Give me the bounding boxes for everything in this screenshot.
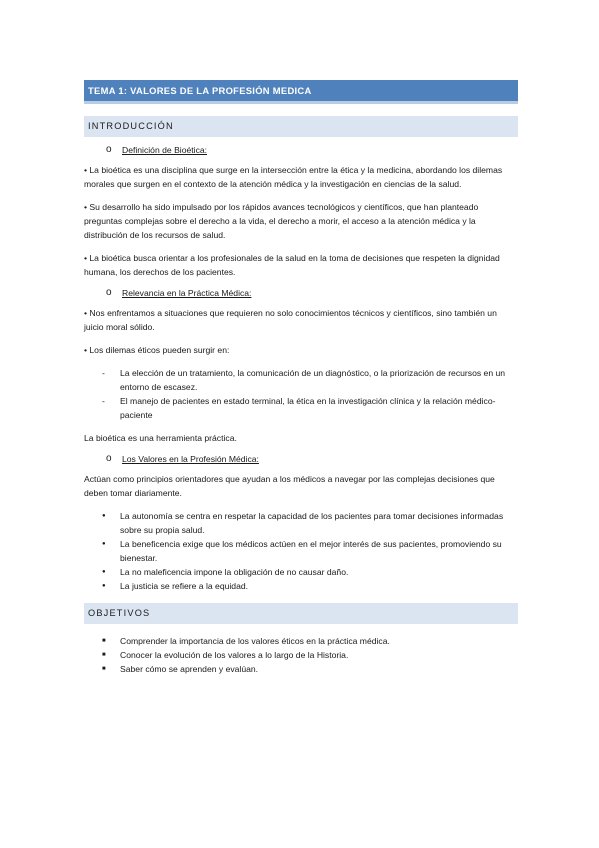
subheading-text: Los Valores en la Profesión Médica: [122,454,259,464]
circle-bullet-icon: o [106,287,112,298]
dilemmas-list [84,366,518,422]
subheading-relevancia [106,286,518,300]
list-item: ● La justicia se refiere a la equidad. [84,579,518,593]
list-item: - La elección de un tratamiento, la comunicación de un diagnóstico, o la priorización de recursos en un entorno de escasez. [84,366,518,394]
paragraph: • La bioética busca orientar a los profesionales de la salud en la toma de decisiones que respeten la dignidad humana, los derechos de los pacientes. [84,253,500,277]
paragraph: • La bioética es una disciplina que surge en la intersección entre la ética y la medicina, abordando los dilemas morales que surgen en el contexto de la atención médica y la investigación en ciencias de la salud. [84,165,503,189]
document-page [84,80,518,676]
paragraph: • Su desarrollo ha sido impulsado por los rápidos avances tecnológicos y científicos, que han planteado preguntas complejas sobre el derecho a la vida, el derecho a morir, el acceso a la atención médica y la distribución de los recursos de salud. [84,202,479,240]
section-heading-introduccion: INTRODUCCIÓN [84,116,518,137]
values-list [84,509,518,593]
paragraph: La bioética es una herramienta práctica. [84,433,237,443]
list-item: - El manejo de pacientes en estado terminal, la ética en la investigación clínica y la relación médico-paciente [84,394,518,422]
paragraph: Actúan como principios orientadores que ayudan a los médicos a navegar por las complejas decisiones que deben tomar diariamente. [84,474,495,498]
section-heading-objetivos: OBJETIVOS [84,603,518,624]
circle-bullet-icon: o [106,453,112,464]
objectives-list [84,634,518,676]
list-item: ● La beneficencia exige que los médicos actúen en el mejor interés de sus pacientes, promoviendo su bienestar. [84,537,518,565]
list-item: ■ Comprender la importancia de los valores éticos en la práctica médica. [84,634,518,648]
list-item: ● La autonomía se centra en respetar la capacidad de los pacientes para tomar decisiones informadas sobre su propia salud. [84,509,518,537]
list-item: ■ Saber cómo se aprenden y evalúan. [84,662,518,676]
paragraph: • Los dilemas éticos pueden surgir en: [84,345,230,355]
list-item: ● La no maleficencia impone la obligación de no causar daño. [84,565,518,579]
paragraph: • Nos enfrentamos a situaciones que requieren no solo conocimientos técnicos y científicos, sino también un juicio moral sólido. [84,308,497,332]
subheading-text: Relevancia en la Práctica Médica: [122,288,252,298]
subheading-valores [106,452,518,466]
subheading-text: Definición de Bioética: [122,145,208,155]
subheading-definicion [106,143,518,157]
list-item: ■ Conocer la evolución de los valores a lo largo de la Historia. [84,648,518,662]
circle-bullet-icon: o [106,144,112,155]
document-title: TEMA 1: VALORES DE LA PROFESIÓN MEDICA [84,80,518,104]
